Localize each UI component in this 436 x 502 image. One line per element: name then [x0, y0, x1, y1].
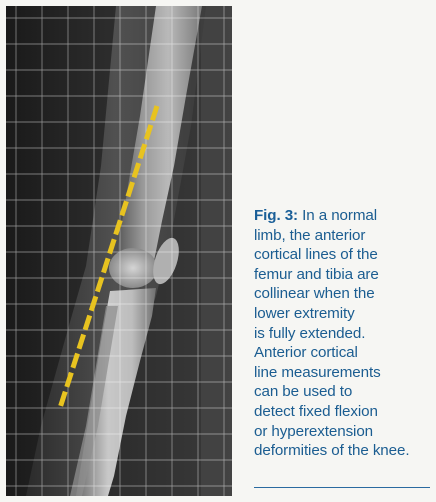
figure-label: Fig. 3: [254, 207, 299, 224]
caption-line: can be used to [254, 383, 353, 401]
figure-caption [254, 206, 434, 461]
femoral-condyle [109, 248, 157, 288]
caption-line: or hyperextension [254, 422, 374, 440]
caption-divider [254, 487, 430, 488]
caption-line: limb, the anterior [254, 226, 366, 244]
caption-line: is fully extended. [254, 324, 366, 342]
caption-line: cortical lines of the [254, 246, 378, 264]
caption-line: collinear when the [254, 285, 375, 303]
caption-line: femur and tibia are [254, 265, 379, 283]
caption-line: lower extremity [254, 304, 355, 322]
caption-line: line measurements [254, 363, 381, 381]
caption-line: Anterior cortical [254, 344, 358, 362]
knee-xray-image [6, 6, 232, 496]
caption-line: In a normal [302, 207, 378, 224]
caption-line: deformities of the knee. [254, 442, 410, 460]
caption-line: detect fixed flexion [254, 402, 378, 420]
